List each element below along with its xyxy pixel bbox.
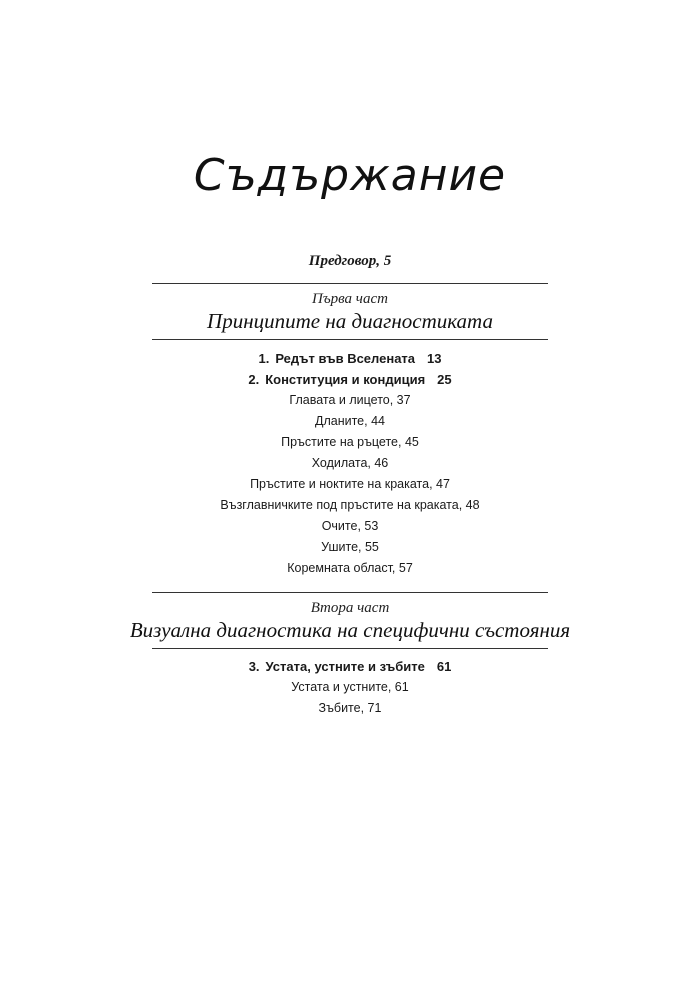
- part1-top-rule: [152, 283, 548, 284]
- part1-title: Принципите на диагностиката: [207, 309, 493, 333]
- toc-entry: Дланите, 44: [315, 414, 385, 428]
- toc-entry: Устата и устните, 61: [291, 680, 409, 694]
- chapter-entry: [0, 656, 700, 677]
- part2-top-rule: [152, 592, 548, 593]
- chapter-title: Редът във Вселената: [275, 351, 416, 366]
- toc-entry: Ушите, 55: [321, 540, 379, 554]
- chapter-number: 3.: [248, 659, 260, 674]
- chapter-title: Устата, устните и зъбите: [265, 659, 425, 674]
- chapter-page: 13: [427, 351, 442, 366]
- chapter-title: Конституция и кондиция: [265, 372, 426, 387]
- chapter-number: 2.: [248, 372, 260, 387]
- toc-entry: Възглавничките под пръстите на краката, 48: [220, 498, 480, 512]
- part2-title: Визуална диагностика на специфични състояния: [129, 618, 571, 642]
- part1-toc: [0, 348, 700, 579]
- toc-entry: Ходилата, 46: [311, 456, 389, 470]
- part1-label: Първа част: [312, 291, 388, 307]
- toc-entry: Пръстите на ръцете, 45: [281, 435, 419, 449]
- toc-entry: Коремната област, 57: [287, 561, 413, 575]
- chapter-entry: [0, 369, 700, 390]
- preface-entry: Предговор, 5: [308, 253, 392, 269]
- chapter-number: 1.: [258, 351, 270, 366]
- toc-entry: Пръстите и ноктите на краката, 47: [250, 477, 450, 491]
- chapter-page: 61: [436, 659, 452, 674]
- toc-entry: Зъбите, 71: [318, 701, 382, 715]
- toc-entry: Очите, 53: [321, 519, 379, 533]
- chapter-entry: [0, 348, 700, 369]
- toc-entry: Главата и лицето, 37: [289, 393, 411, 407]
- chapter-page: 25: [437, 372, 452, 387]
- part2-bottom-rule: [152, 648, 548, 649]
- part2-label: Втора част: [310, 600, 390, 616]
- part2-toc: [0, 656, 700, 719]
- part1-bottom-rule: [152, 339, 548, 340]
- page-title: Съдържание: [193, 150, 507, 201]
